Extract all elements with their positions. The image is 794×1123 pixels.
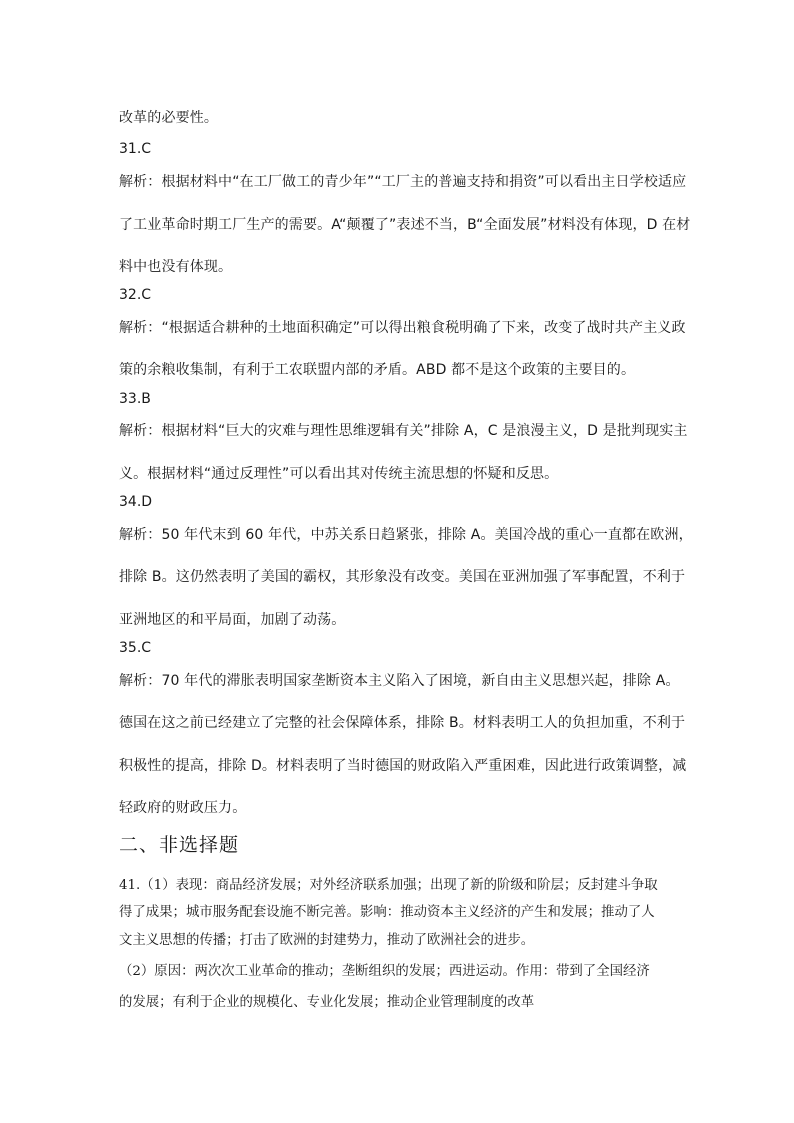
question-35-answer: 35.C <box>119 640 152 656</box>
section-heading: 二、非选择题 <box>119 834 240 856</box>
question-31-analysis-line-2: 了工业革命时期工厂生产的需要。A“颠覆了”表述不当，B“全面发展”材料没有体现，D 在材 <box>119 217 691 233</box>
answer-41-line-1: 41.（1）表现：商品经济发展；对外经济联系加强；出现了新的阶级和阶层；反封建斗争取 <box>119 878 658 893</box>
question-35-analysis-line-4: 轻政府的财政压力。 <box>119 800 247 816</box>
question-33-analysis-line-1: 解析：根据材料“巨大的灾难与理性思维逻辑有关”排除 A，C 是浪漫主义，D 是批判现实主 <box>119 423 688 439</box>
question-35-analysis-line-3: 积极性的提高，排除 D。材料表明了当时德国的财政陷入严重困难，因此进行政策调整，减 <box>119 758 687 774</box>
answer-41-line-5: 的发展；有利于企业的规模化、专业化发展；推动企业管理制度的改革 <box>119 995 535 1010</box>
answer-41-line-2: 得了成果；城市服务配套设施不断完善。影响：推动资本主义经济的产生和发展；推动了人 <box>119 905 655 920</box>
question-33-analysis-line-2: 义。根据材料“通过反理性”可以看出其对传统主流思想的怀疑和反思。 <box>119 466 559 482</box>
question-31-analysis-line-3: 料中也没有体现。 <box>119 259 233 275</box>
question-32-answer: 32.C <box>119 287 152 303</box>
intro-tail-text: 改革的必要性。 <box>119 110 219 126</box>
question-32-analysis-line-2: 策的余粮收集制，有利于工农联盟内部的矛盾。ABD 都不是这个政策的主要目的。 <box>119 362 636 378</box>
question-32-analysis-line-1: 解析：“根据适合耕种的土地面积确定”可以得出粮食税明确了下来，改变了战时共产主义政 <box>119 320 686 336</box>
question-34-analysis-line-2: 排除 B。这仍然表明了美国的霸权，其形象没有改变。美国在亚洲加强了军事配置，不利于 <box>119 569 686 585</box>
question-34-answer: 34.D <box>119 494 153 510</box>
answer-41-line-4: （2）原因：两次次工业革命的推动；垄断组织的发展；西进运动。作用：带到了全国经济 <box>119 964 650 979</box>
answer-41-line-3: 文主义思想的传播；打击了欧洲的封建势力，推动了欧洲社会的进步。 <box>119 933 535 948</box>
question-34-analysis-line-1: 解析：50 年代末到 60 年代，中苏关系日趋紧张，排除 A。美国冷战的重心一直都在欧洲， <box>119 527 693 543</box>
question-31-analysis-line-1: 解析：根据材料中“在工厂做工的青少年”“工厂主的普遍支持和捐资”可以看出主日学校适应 <box>119 174 687 190</box>
question-35-analysis-line-2: 德国在这之前已经建立了完整的社会保障体系，排除 B。材料表明工人的负担加重，不利于 <box>119 715 686 731</box>
question-33-answer: 33.B <box>119 391 151 407</box>
question-34-analysis-line-3: 亚洲地区的和平局面，加剧了动荡。 <box>119 612 346 628</box>
question-35-analysis-line-1: 解析：70 年代的滞胀表明国家垄断资本主义陷入了困境，新自由主义思想兴起，排除 A。 <box>119 673 680 689</box>
question-31-answer: 31.C <box>119 141 152 157</box>
